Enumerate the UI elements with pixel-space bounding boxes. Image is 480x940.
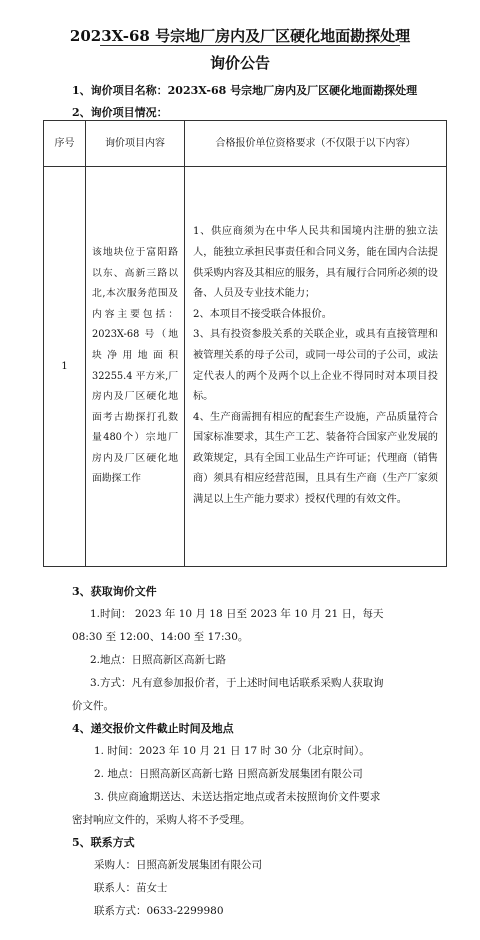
table-header-row <box>44 121 447 167</box>
deadline-time: 1. 时间：2023 年 10 月 21 日 17 时 30 分（北京时间）。 <box>94 745 370 757</box>
acquire-time-line1: 1.时间： 2023 年 10 月 18 日至 2023 年 10 月 21 日，每天 <box>90 608 384 620</box>
header-requirements: 合格报价单位资格要求（不仅限于以下内容） <box>185 121 447 167</box>
document-title: 2023X-68 号宗地厂房内及厂区硬化地面勘探处理 <box>69 27 411 45</box>
row-requirements <box>185 167 447 567</box>
contact-phone: 联系方式：0633-2299980 <box>94 905 224 917</box>
section-5-heading: 5、联系方式 <box>72 836 135 849</box>
requirement-4: 4、生产商需拥有相应的配套生产设施，产品质量符合国家标准要求，其生产工艺、装备符合国家产业发展的政策规定，具有全国工业品生产许可证；代理商（销售商）须具有相应经营范围，且具有生产商（生产厂家须满足以上生产能力要求）授权代理的有效文件。 <box>193 411 438 506</box>
requirement-2: 2、本项目不接受联合体报价。 <box>193 308 332 320</box>
contact-purchaser: 采购人：日照高新发展集团有限公司 <box>94 859 262 871</box>
section-1-heading: 1、询价项目名称：2023X-68 号宗地厂房内及厂区硬化地面勘探处理 <box>72 84 418 97</box>
row-number: 1 <box>44 167 86 567</box>
deadline-location: 2. 地点：日照高新区高新七路 日照高新发展集团有限公司 <box>94 768 363 780</box>
deadline-note-line2: 密封响应文件的，采购人将不予受理。 <box>72 814 251 826</box>
acquire-location: 2.地点：日照高新区高新七路 <box>90 654 227 666</box>
contact-person: 联系人：苗女士 <box>94 882 168 894</box>
section-3-heading: 3、获取询价文件 <box>72 585 157 598</box>
header-content: 询价项目内容 <box>86 121 185 167</box>
section-2-heading: 2、询价项目情况： <box>72 106 168 119</box>
document-subtitle: 询价公告 <box>209 54 270 72</box>
row-description: 该地块位于富阳路以东、高新三路以北,本次服务范围及内容主要包括：2023X-68 号（地块净用地面积32255.4 平方米,厂房内及厂区硬化地面考古勘探打孔数量480个）宗地厂房内及厂区硬化地面勘探工作 <box>86 167 185 567</box>
requirement-3: 3、具有投资参股关系的关联企业，或具有直接管理和被管理关系的母子公司，或同一母公司的子公司，或法定代表人的两个及两个以上企业不得同时对本项目投标。 <box>193 329 438 403</box>
section-4-heading: 4、递交报价文件截止时间及地点 <box>72 722 234 735</box>
requirement-1: 1、供应商须为在中华人民共和国境内注册的独立法人，能独立承担民事责任和合同义务，能在国内合法提供采购内容及其相应的服务，具有履行合同所必须的设备、人员及专业技术能力； <box>193 226 438 300</box>
title-underline <box>100 45 400 46</box>
deadline-note-line1: 3. 供应商逾期送达、未送达指定地点或者未按照询价文件要求 <box>94 791 381 803</box>
acquire-method-line2: 价文件。 <box>72 700 114 712</box>
table-row <box>44 167 447 567</box>
project-table <box>43 120 447 567</box>
acquire-time-line2: 08:30 至 12:00、14:00 至 17:30。 <box>72 631 249 643</box>
header-no: 序号 <box>44 121 86 167</box>
acquire-method-line1: 3.方式：凡有意参加报价者，于上述时间电话联系采购人获取询 <box>90 677 384 689</box>
